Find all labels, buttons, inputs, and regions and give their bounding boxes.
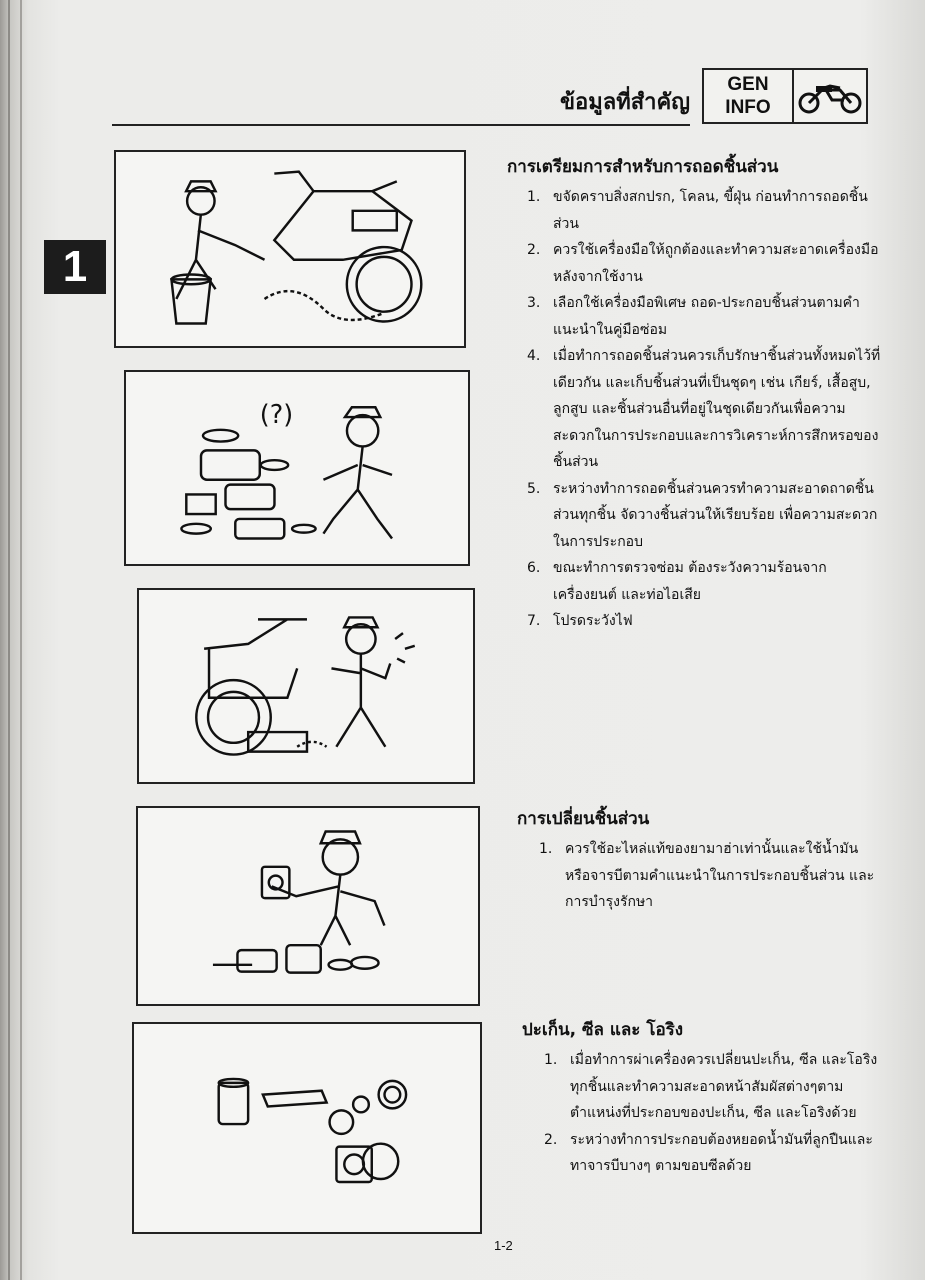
list-item [544, 1047, 884, 1127]
item-number: 3. [527, 295, 541, 311]
page-edge [8, 0, 10, 1280]
parts-illustration [126, 372, 468, 564]
item-number: 1. [544, 1052, 558, 1068]
item-text: เลือกใช้เครื่องมือพิเศษ ถอด-ประกอบชิ้นส่วนตามคำแนะนำในคู่มือซ่อม [553, 295, 860, 338]
item-number: 1. [527, 189, 541, 205]
item-number: 6. [527, 560, 541, 576]
hot-engine-illustration [139, 590, 473, 782]
item-number: 2. [527, 242, 541, 258]
page-number: 1-2 [494, 1238, 513, 1253]
item-text: ควรใช้เครื่องมือให้ถูกต้องและทำความสะอาดเครื่องมือหลังจากใช้งาน [553, 242, 879, 285]
list-item [527, 555, 883, 608]
item-text: ควรใช้อะไหล่แท้ของยามาฮ่าเท่านั้นและใช้น้ำมันหรือจารบีตามคำแนะนำในการประกอบชิ้นส่วน และการบำรุงรักษา [565, 841, 875, 910]
motorcycle-icon [796, 76, 864, 116]
section-prep-disassembly [507, 153, 883, 635]
list-item [527, 290, 883, 343]
illustration-hot-engine [137, 588, 475, 784]
badge-line1: GEN [727, 74, 769, 95]
item-text: เมื่อทำการถอดชิ้นส่วนควรเก็บรักษาชิ้นส่วนทั้งหมดไว้ที่เดียวกัน และเก็บชิ้นส่วนที่เป็นชุดๆ เช่น เกียร์, เสื้อสูบ, ลูกสูบ และชิ้นส่วนอื่นที่อยู่ในชุดเดียวกันเพื่อความสะดวกในการประกอบและการวิเคราะห์การสึกหรอของชิ้นส่วน [553, 348, 881, 470]
item-number: 4. [527, 348, 541, 364]
section-title: การเตรียมการสำหรับการถอดชิ้นส่วน [507, 157, 779, 177]
item-text: โปรดระวังไฟ [553, 613, 633, 629]
item-text: ระหว่างทำการประกอบต้องหยอดน้ำมันที่ลูกปืนและทาจารบีบางๆ ตามขอบซีลด้วย [570, 1131, 873, 1174]
illustration-genuine-parts [136, 806, 480, 1006]
list-item [539, 836, 882, 916]
list-item [527, 184, 883, 237]
list-item [527, 343, 883, 476]
gaskets-illustration [134, 1024, 480, 1232]
illustration-cleaning [114, 150, 466, 348]
list-item [527, 476, 883, 556]
list-item [544, 1127, 884, 1180]
section-badge [702, 68, 868, 124]
header-rule [112, 124, 690, 126]
item-number: 2. [544, 1131, 558, 1148]
section-title: ปะเก็น, ซีล และ โอริง [522, 1020, 684, 1040]
badge-line2: INFO [725, 97, 771, 118]
svg-text:(?): (?) [259, 399, 294, 430]
item-text: เมื่อทำการผ่าเครื่องควรเปลี่ยนปะเก็น, ซีล และโอริงทุกชิ้นและทำความสะอาดหน้าสัมผัสต่างๆตามตำแหน่งที่ประกอบของปะเก็น, ซีล และโอริงด้วย [570, 1052, 878, 1121]
badge-label [704, 70, 794, 122]
genuine-parts-illustration [138, 808, 478, 1004]
item-text: ขณะทำการตรวจซ่อม ต้องระวังความร้อนจากเครื่องยนต์ และท่อไอเสีย [553, 560, 827, 603]
item-number: 7. [527, 613, 541, 629]
section-parts-replacement [517, 805, 882, 916]
page-title: ข้อมูลที่สำคัญ [560, 90, 690, 115]
section-gaskets-seals [522, 1016, 884, 1180]
item-number: 5. [527, 480, 541, 497]
page-edge [20, 0, 22, 1280]
chapter-tab: 1 [44, 240, 106, 294]
illustration-gaskets [132, 1022, 482, 1234]
item-number: 1. [539, 841, 553, 857]
section-title: การเปลี่ยนชิ้นส่วน [517, 809, 650, 829]
list-item [527, 237, 883, 290]
list-item [527, 608, 883, 635]
illustration-parts [124, 370, 470, 566]
item-text: ระหว่างทำการถอดชิ้นส่วนควรทำความสะอาดถาดชิ้นส่วนทุกชิ้น จัดวางชิ้นส่วนให้เรียบร้อย เพื่อความสะดวกในการประกอบ [553, 480, 878, 550]
item-text: ขจัดคราบสิ่งสกปรก, โคลน, ขี้ฝุ่น ก่อนทำการถอดชิ้นส่วน [553, 189, 868, 232]
cleaning-illustration [116, 152, 464, 346]
